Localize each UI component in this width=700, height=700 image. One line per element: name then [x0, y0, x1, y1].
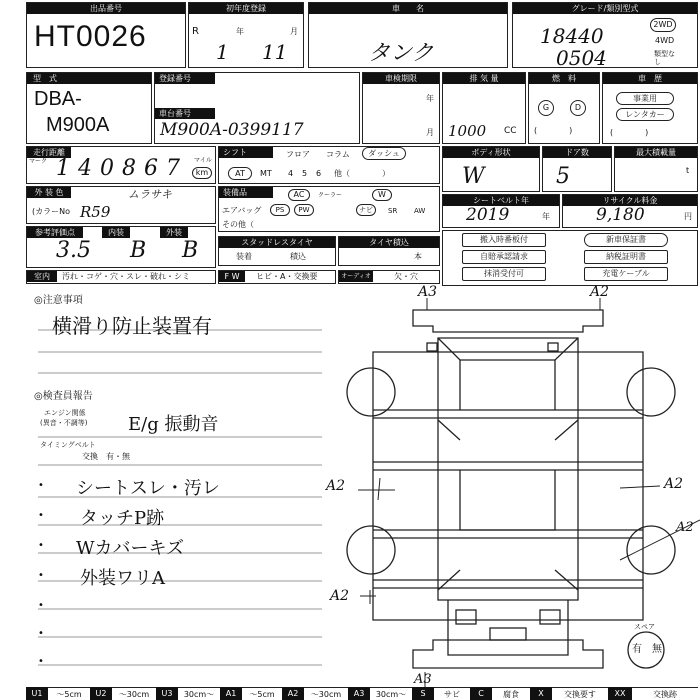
first-reg-year: 1: [216, 40, 229, 64]
roof-shape: [438, 338, 578, 600]
mileage-mark: マーク: [29, 158, 48, 165]
doc-cancel: 抹消受付可: [462, 267, 546, 281]
studless-loaded: 積込: [290, 252, 306, 261]
shift-column: コラム: [326, 150, 350, 159]
bullet-7: •: [38, 656, 44, 667]
doors-value: 5: [556, 164, 570, 189]
timing-label: タイミングベルト: [40, 441, 96, 449]
bullet-3: •: [38, 540, 44, 551]
legend-val-a1: ～5cm: [242, 687, 282, 700]
equip-cooler-option: クーラー: [318, 192, 343, 199]
mark-front-left: A2: [330, 588, 350, 604]
mileage-label: 走行距離: [27, 147, 71, 158]
mileage-digit-6: 7: [166, 156, 180, 181]
legend-key-c: C: [470, 687, 492, 700]
drive-none-option: 類型なし: [654, 50, 675, 66]
legend-key-x: X: [530, 687, 552, 700]
car-name-value: タンク: [368, 41, 434, 66]
usage-rental-option: レンタカー: [616, 108, 674, 121]
inspection-month-unit: 月: [426, 128, 434, 137]
usage-other: ( ): [610, 128, 649, 137]
seatbelt-unit: 年: [542, 212, 550, 221]
equipment-label: 装備品: [219, 187, 273, 198]
body-label: ボディ形状: [443, 147, 539, 158]
shift-at-option: AT: [228, 167, 252, 180]
legend-key-a1: A1: [220, 687, 242, 700]
exterior2-label: 外装: [160, 227, 188, 238]
spare-yes: 有: [632, 644, 642, 655]
legend-key-s: S: [412, 687, 434, 700]
tire-load-unit: 本: [414, 252, 422, 261]
usage-label: 車 歴: [603, 73, 697, 84]
legend-val-a2: ～30cm: [304, 687, 348, 700]
bullet-6: •: [38, 628, 44, 639]
note-item-3: Wカバーキズ: [76, 538, 185, 559]
usage-business-option: 事業用: [616, 92, 674, 105]
legend-key-u3: U3: [156, 687, 178, 700]
equip-ps-option: PS: [270, 204, 290, 216]
inspector-title: ◎検査員報告: [34, 391, 93, 402]
mark-front-right: A2: [676, 520, 694, 535]
model-label: 型 式: [27, 73, 151, 84]
mileage-unit-mile: マイル: [194, 157, 212, 164]
interior-state-text: 汚れ・コゲ・穴・スレ・破れ・シミ: [62, 272, 190, 281]
mileage-digit-1: 1: [56, 156, 70, 181]
score-value: 3.5: [56, 238, 91, 263]
mark-front-bumper: A3: [414, 672, 432, 687]
score-label: 参考評価点: [27, 227, 83, 238]
recycle-value: 9,180: [596, 205, 645, 225]
mileage-unit-km: km: [192, 167, 212, 179]
studless-fitted: 装着: [236, 252, 252, 261]
grade-value: 18440: [540, 24, 604, 48]
first-reg-label: 初年度登録: [189, 3, 303, 14]
ornament-label: オーディオ: [339, 271, 373, 282]
model-value-1: DBA-: [34, 88, 82, 110]
recycle-unit: 円: [684, 212, 692, 221]
shift-floor: フロア: [286, 150, 310, 159]
doc-warranty: 新車保証書: [584, 233, 668, 247]
displacement-value: 1000: [448, 122, 487, 140]
equip-pw-option: PW: [294, 204, 314, 216]
legend-val-u1: ～5cm: [48, 687, 90, 700]
equip-other: その他（: [222, 220, 254, 229]
front-left-wheel: [347, 526, 395, 574]
timing-swap: 交換 有・無: [82, 452, 130, 461]
legend-key-u2: U2: [90, 687, 112, 700]
displacement-label: 排 気 量: [443, 73, 525, 84]
note-item-1: シートスレ・汚レ: [76, 478, 220, 499]
shift-gear-5: 5: [302, 169, 308, 178]
note-item-4: 外装ワリA: [80, 568, 165, 589]
spare-label: スペア: [634, 623, 655, 631]
engine-label-1: エンジン関係: [44, 409, 86, 417]
caution-text: 横滑り防止装置有: [52, 314, 212, 338]
chassis-value: M900A-0399117: [160, 120, 304, 140]
legend-key-u1: U1: [26, 687, 48, 700]
shift-mt-option: MT: [260, 169, 272, 178]
legend-val-a3: 30cm～: [370, 687, 412, 700]
exterior-grade: B: [182, 238, 199, 263]
rear-left-wheel: [347, 368, 395, 416]
mileage-digit-5: 6: [144, 156, 158, 181]
drive-4wd-option: 4WD: [655, 36, 675, 45]
exterior-color-value: ムラサキ: [128, 188, 172, 201]
lot-number: HT0026: [34, 20, 147, 53]
first-reg-month-unit: 月: [290, 27, 298, 36]
shift-gear-6: 6: [316, 169, 322, 178]
equip-airbag: エアバッグ: [222, 206, 262, 215]
mark-right-side: A2: [664, 476, 684, 492]
spare-no: 無: [652, 644, 662, 655]
legend-val-x: 交換要す: [552, 687, 608, 700]
model-value-2: M900A: [46, 114, 110, 136]
interior-grade: B: [130, 238, 147, 263]
doc-charger: 充電ケーブル: [584, 267, 668, 281]
fuel-g-option: G: [538, 100, 554, 116]
studless-label: スタッドレスタイヤ: [219, 237, 335, 248]
car-name-label: 車 名: [309, 3, 507, 14]
legend-key-a2: A2: [282, 687, 304, 700]
shift-label: シフト: [219, 147, 273, 158]
seatbelt-value: 2019: [466, 205, 510, 225]
legend-val-u2: ～30cm: [112, 687, 156, 700]
legend-val-c: 腐食: [492, 687, 530, 700]
mark-rear-right: A2: [590, 284, 610, 300]
grade-label: グレード/類別型式: [513, 3, 697, 14]
capacity-unit: t: [686, 166, 690, 175]
equip-ac-option: AC: [288, 189, 310, 201]
color-no-label: (カラーNo: [32, 207, 70, 216]
equip-dual-ac-option: W: [372, 189, 392, 201]
inspection-year-unit: 年: [426, 94, 434, 103]
color-no-value: R59: [80, 203, 111, 221]
legend-key-xx: XX: [608, 687, 632, 700]
legend-key-a3: A3: [348, 687, 370, 700]
legend-val-u3: 30cm～: [178, 687, 220, 700]
drive-2wd-option: 2WD: [650, 18, 676, 32]
seatbelt-label: シートベルト年: [443, 195, 559, 206]
chassis-label: 車台番号: [155, 108, 215, 119]
mileage-digit-4: 8: [122, 156, 136, 181]
equip-navi-option: ナビ: [356, 204, 376, 216]
shift-other: 他（ ）: [334, 169, 390, 178]
caution-title: ◎注意事項: [34, 295, 83, 306]
capacity-label: 最大積載量: [615, 147, 697, 158]
first-reg-year-unit: 年: [236, 27, 244, 36]
doc-insurance: 自賠承認請求: [462, 250, 546, 264]
front-right-wheel: [627, 526, 675, 574]
displacement-unit: CC: [504, 126, 517, 136]
first-reg-era: R: [192, 26, 199, 37]
tire-load-label: タイヤ積込: [339, 237, 439, 248]
bullet-5: •: [38, 600, 44, 611]
exterior-color-label: 外 装 色: [27, 187, 71, 198]
legend-val-xx: 交換跡: [632, 687, 698, 700]
doc-tax: 納税証明書: [584, 250, 668, 264]
equip-sr-option: SR: [388, 207, 398, 215]
legend-val-s: サビ: [434, 687, 470, 700]
fuel-d-option: D: [570, 100, 586, 116]
reg-no-label: 登録番号: [155, 73, 215, 84]
mileage-digit-3: 0: [100, 156, 114, 181]
bullet-1: •: [38, 480, 44, 491]
fuel-other: ( ): [534, 126, 573, 135]
recycle-label: リサイクル料金: [563, 195, 697, 206]
fw-text: ヒビ・A・交換要: [256, 272, 318, 281]
equip-aw-option: AW: [414, 207, 426, 215]
fuel-label: 燃 料: [529, 73, 599, 84]
interior-label: 内装: [102, 227, 130, 238]
ornament-text: 欠・穴: [394, 272, 418, 281]
rear-window: [438, 338, 578, 360]
interior-state-label: 室内: [27, 271, 57, 282]
inspection-label: 車検期限: [363, 73, 439, 84]
bullet-4: •: [38, 570, 44, 581]
first-reg-month: 11: [262, 40, 288, 64]
shift-gear-4: 4: [288, 169, 294, 178]
lot-label: 出品番号: [27, 3, 185, 14]
body-value: W: [462, 164, 485, 189]
bullet-2: •: [38, 510, 44, 521]
rear-right-wheel: [627, 368, 675, 416]
engine-text: E/g 振動音: [128, 414, 219, 435]
rear-bumper-shape: [413, 310, 603, 332]
mark-left-side: A2: [326, 478, 346, 494]
mark-rear-left: A3: [418, 284, 438, 300]
shift-dash-option: ダッシュ: [362, 147, 406, 160]
doors-label: ドア数: [543, 147, 611, 158]
engine-label-2: (異音・不調等): [40, 419, 88, 427]
front-bumper-shape: [413, 640, 603, 668]
type-value: 0504: [556, 46, 607, 70]
mileage-digit-2: 4: [78, 156, 92, 181]
doc-plate: 搬入時番板付: [462, 233, 546, 247]
fw-label: F W: [219, 271, 245, 282]
note-item-2: タッチP跡: [80, 508, 165, 529]
